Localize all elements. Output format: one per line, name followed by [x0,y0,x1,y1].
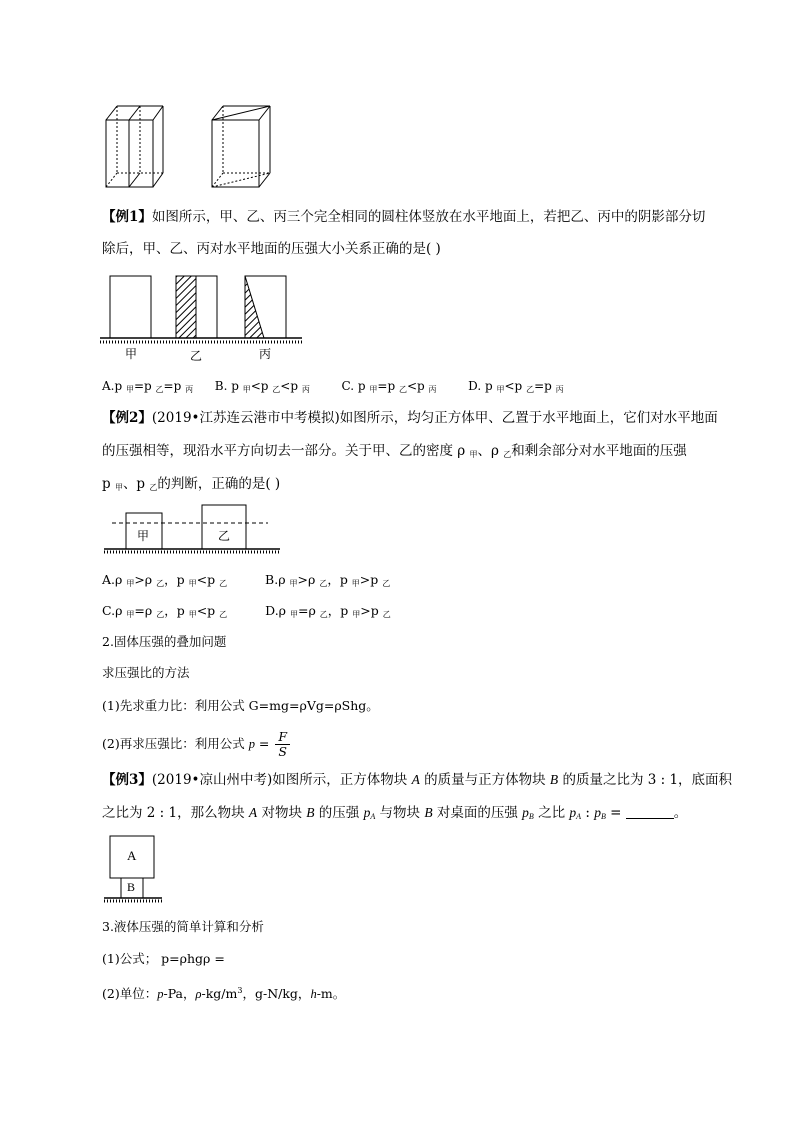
sec2-method: 求压强比的方法 [102,665,190,680]
label-bing: 丙 [259,347,272,361]
ex3-tag: 【例3】 [102,772,152,788]
ex1-option-c[interactable]: C. p $_甲$=p $_乙$<p $_丙$ [341,379,437,394]
ex2-line2: 的压强相等，现沿水平方向切去一部分。关于甲、乙的密度 ρ $_甲$、ρ $_乙$和剩余部分对水平地面的压强 [102,443,687,459]
sec2-step1: (1)先求重力比：利用公式 G=mg=ρVg=ρShg。 [102,698,379,713]
ex2-option-a[interactable]: A.ρ $_甲$>ρ $_乙$，p $_甲$<p $_乙$ [102,572,228,588]
sec3-formula: (1)公式； p=ρhgρ = [102,951,225,966]
ex3-line2: 之比为 2 : 1，那么物块 A 对物块 B 的压强 $p_A$ 与物块 B 对桌面的压强 $p_B$ 之比 $p_A$ : $p_B$ = 。 [102,805,688,821]
block-a-label: A [127,848,137,863]
cube-yi-label: 乙 [218,529,231,543]
block-b-label: B [127,880,136,894]
ex1-option-b[interactable]: B. p $_甲$<p $_乙$<p $_丙$ [214,379,310,394]
ex1-option-d[interactable]: D. p $_甲$<p $_乙$=p $_丙$ [468,379,564,394]
formula-fraction: $\frac{F}{S}$ [275,730,290,759]
ex1-option-a[interactable]: A.p $_甲$=p $_乙$=p $_丙$ [102,379,194,394]
cube-jia-label: 甲 [137,529,150,543]
ex2-option-d[interactable]: D.ρ $_甲$=ρ $_乙$，p $_甲$>p $_乙$ [265,603,391,619]
ex2-tag: 【例2】 [102,410,152,426]
ex2-line3: p $_甲$、p $_乙$的判断，正确的是( ) [102,476,281,492]
ex2-option-b[interactable]: B.ρ $_甲$>ρ $_乙$，p $_甲$>p $_乙$ [265,572,391,588]
sec3-title: 3.液体压强的简单计算和分析 [102,919,264,934]
sec2-title: 2.固体压强的叠加问题 [102,634,227,649]
ex1-tag: 【例1】 [102,209,152,225]
ex2-option-c[interactable]: C.ρ $_甲$=ρ $_乙$，p $_甲$<p $_乙$ [102,603,228,619]
label-yi: 乙 [190,349,203,363]
label-jia: 甲 [125,347,138,361]
sec2-step2: (2)再求压强比：利用公式 p = $\frac{F}{S}$ [102,727,290,761]
ex1-text-1: 如图所示，甲、乙、丙三个完全相同的圆柱体竖放在水平地面上，若把乙、丙中的阴影部分切 [151,209,706,225]
ex2-line1: 【例2】(2019•江苏连云港市中考模拟)如图所示，均匀正方体甲、乙置于水平地面上，它们对水平地面 [102,410,718,426]
ex3-line1: 【例3】(2019•凉山州中考)如图所示，正方体物块 A 的质量与正方体物块 B 的质量之比为 3 : 1，底面积 [102,772,733,788]
ex1-line2: 除后，甲、乙、丙对水平地面的压强大小关系正确的是( ) [102,241,441,257]
sec3-units: (2)单位：p-Pa，$\rho-kg/m^3$，g-N/kg，h-m。 [102,986,346,1002]
